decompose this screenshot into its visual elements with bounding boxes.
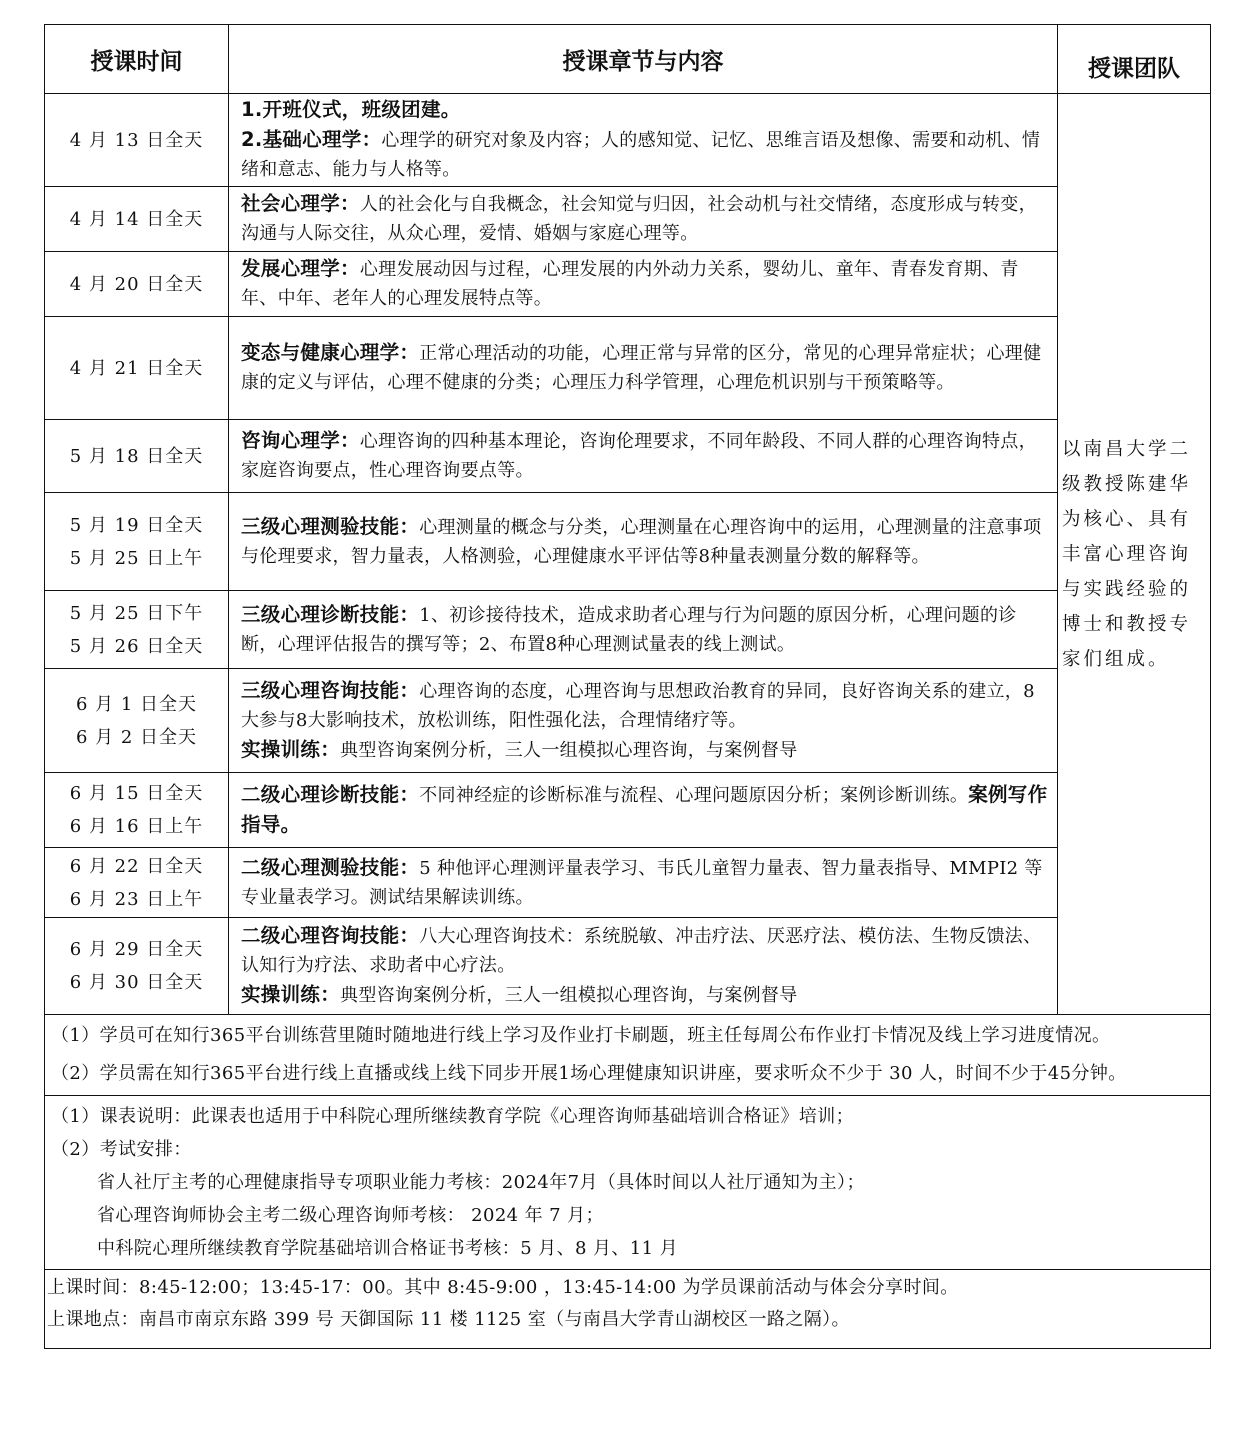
topic-title: 实操训练： xyxy=(241,737,341,761)
topic-description: 心理发展动因与过程，心理发展的内外动力关系，婴幼儿、童年、青春发育期、青年、中年、老年人的心理发展特点等。 xyxy=(241,259,1019,309)
topic-emphasis: 案例写作指导。 xyxy=(241,782,1048,836)
content-paragraph xyxy=(241,125,1053,184)
topic-description: 心理咨询的四种基本理论，咨询伦理要求，不同年龄段、不同人群的心理咨询特点，家庭咨询要点，性心理咨询要点等。 xyxy=(241,431,1037,481)
topic-title: 2.基础心理学： xyxy=(241,128,382,151)
session-content-cell xyxy=(229,420,1058,493)
note-line: （2）学员需在知行365平台进行线上直播或线上线下同步开展1场心理健康知识讲座，要求听众不少于 30 人，时间不少于45分钟。 xyxy=(51,1063,1127,1084)
header-content: 授课章节与内容 xyxy=(229,25,1058,94)
session-date: 6 月 1 日全天 xyxy=(75,693,198,715)
exam-line: 中科院心理所继续教育学院基础培训合格证书考核：5 月、8 月、11 月 xyxy=(97,1238,678,1259)
session-date: 5 月 19 日全天 xyxy=(69,514,204,536)
topic-description: 心理咨询的态度，心理咨询与思想政治教育的异同，良好咨询关系的建立，8大参与8大影响技术，放松训练，阳性强化法，合理情绪疗等。 xyxy=(241,680,1035,731)
topic-description: 1、初诊接待技术，造成求助者心理与行为问题的原因分析，心理问题的诊断，心理评估报告的撰写等；2、布置8种心理测试量表的线上测试。 xyxy=(241,604,1017,655)
notes-online xyxy=(45,1015,1211,1096)
schedule-row xyxy=(45,493,1211,591)
session-date: 5 月 25 日上午 xyxy=(69,547,204,569)
topic-title: 二级心理咨询技能： xyxy=(241,924,420,947)
session-content-cell xyxy=(229,918,1058,1015)
content-paragraph xyxy=(241,95,1053,125)
session-date: 4 月 20 日全天 xyxy=(69,273,204,295)
schedule-body xyxy=(45,94,1211,1015)
session-date-cell xyxy=(45,317,229,420)
session-date-cell xyxy=(45,94,229,187)
schedule-table xyxy=(44,24,1211,1349)
session-date-cell xyxy=(45,187,229,252)
content-paragraph xyxy=(241,254,1053,313)
topic-description: 正常心理活动的功能，心理正常与异常的区分，常见的心理异常症状；心理健康的定义与评估，心理不健康的分类；心理压力科学管理，心理危机识别与干预策略等。 xyxy=(241,343,1042,393)
topic-title: 社会心理学： xyxy=(241,192,360,215)
session-date-cell xyxy=(45,848,229,918)
session-date: 5 月 25 日下午 xyxy=(69,602,204,624)
exam-line: 省人社厅主考的心理健康指导专项职业能力考核：2024年7月（具体时间以人社厅通知为主）； xyxy=(97,1172,865,1193)
note-line: （1）课表说明：此课表也适用于中科院心理所继续教育学院《心理咨询师基础培训合格证》培训； xyxy=(51,1106,855,1127)
session-date-cell xyxy=(45,918,229,1015)
content-paragraph xyxy=(241,189,1053,248)
content-paragraph xyxy=(241,676,1053,735)
topic-title: 三级心理诊断技能： xyxy=(241,602,420,626)
topic-title: 发展心理学： xyxy=(241,257,360,280)
content-paragraph xyxy=(241,980,1053,1010)
class-info xyxy=(45,1270,1211,1349)
class-time: 上课时间：8:45-12:00；13:45-17：00。其中 8:45-9:00 ，13:45-14:00 为学员课前活动与体会分享时间。 xyxy=(47,1277,959,1298)
topic-title: 1.开班仪式，班级团建。 xyxy=(241,98,461,121)
topic-description: 八大心理咨询技术：系统脱敏、冲击疗法、厌恶疗法、模仿法、生物反馈法、认知行为疗法、求助者中心疗法。 xyxy=(241,926,1042,976)
session-date-cell xyxy=(45,669,229,773)
content-paragraph xyxy=(241,921,1053,980)
session-date: 4 月 13 日全天 xyxy=(69,129,204,151)
session-date: 6 月 22 日全天 xyxy=(69,855,204,877)
content-paragraph xyxy=(241,735,1053,765)
schedule-row xyxy=(45,420,1211,493)
topic-title: 实操训练： xyxy=(241,983,341,1006)
session-date: 6 月 23 日上午 xyxy=(69,888,204,910)
header-time: 授课时间 xyxy=(45,25,229,94)
session-content-cell xyxy=(229,94,1058,187)
session-date-cell xyxy=(45,420,229,493)
session-content-cell xyxy=(229,252,1058,317)
schedule-row xyxy=(45,918,1211,1015)
topic-description: 心理学的研究对象及内容；人的感知觉、记忆、思维言语及想像、需要和动机、情绪和意志、能力与人格等。 xyxy=(241,130,1041,180)
session-date: 4 月 21 日全天 xyxy=(69,357,204,379)
schedule-row xyxy=(45,252,1211,317)
topic-description: 心理测量的概念与分类，心理测量在心理咨询中的运用，心理测量的注意事项与伦理要求，智力量表，人格测验，心理健康水平评估等8种量表测量分数的解释等。 xyxy=(241,516,1042,567)
note-line: （2）考试安排： xyxy=(51,1139,192,1160)
topic-title: 咨询心理学： xyxy=(241,429,360,452)
header-row xyxy=(45,25,1211,94)
session-date-cell xyxy=(45,591,229,669)
topic-description: 典型咨询案例分析，三人一组模拟心理咨询，与案例督导 xyxy=(340,739,798,761)
content-paragraph xyxy=(241,338,1053,397)
session-date: 6 月 15 日全天 xyxy=(69,783,204,804)
topic-description: 不同神经症的诊断标准与流程、心理问题原因分析；案例诊断训练。 xyxy=(419,784,969,806)
teaching-team: 以南昌大学二级教授陈建华为核心、具有丰富心理咨询与实践经验的博士和教授专家们组成。 xyxy=(1058,94,1211,1015)
note-line: （1）学员可在知行365平台训练营里随时随地进行线上学习及作业打卡刷题，班主任每周公布作业打卡情况及线上学习进度情况。 xyxy=(51,1025,1111,1046)
session-date: 5 月 26 日全天 xyxy=(69,635,204,657)
session-content-cell xyxy=(229,848,1058,918)
session-content-cell xyxy=(229,591,1058,669)
session-date: 6 月 29 日全天 xyxy=(69,939,204,960)
topic-description: 5 种他评心理测评量表学习、韦氏儿童智力量表、智力量表指导、MMPI2 等专业量表学习。测试结果解读训练。 xyxy=(241,857,1043,908)
content-paragraph xyxy=(241,780,1053,840)
schedule-row xyxy=(45,187,1211,252)
topic-description: 人的社会化与自我概念，社会知觉与归因，社会动机与社交情绪，态度形成与转变，沟通与人际交往，从众心理，爱情、婚姻与家庭心理等。 xyxy=(241,194,1037,244)
schedule-row xyxy=(45,848,1211,918)
schedule-row xyxy=(45,591,1211,669)
session-date: 6 月 16 日上午 xyxy=(69,816,204,837)
schedule-row xyxy=(45,94,1211,187)
notes-row-1 xyxy=(45,1015,1211,1096)
session-content-cell xyxy=(229,773,1058,848)
session-content-cell xyxy=(229,317,1058,420)
session-content-cell xyxy=(229,669,1058,773)
notes-exams xyxy=(45,1096,1211,1270)
topic-title: 二级心理测验技能： xyxy=(241,855,420,879)
topic-title: 二级心理诊断技能： xyxy=(241,782,420,806)
exam-line: 省心理咨询师协会主考二级心理咨询师考核： 2024 年 7 月； xyxy=(97,1205,604,1226)
content-paragraph xyxy=(241,600,1053,659)
class-location: 上课地点：南昌市南京东路 399 号 天御国际 11 楼 1125 室（与南昌大学青山湖校区一路之隔）。 xyxy=(47,1309,850,1330)
content-paragraph xyxy=(241,426,1053,485)
topic-title: 变态与健康心理学： xyxy=(241,341,420,364)
session-date: 6 月 30 日全天 xyxy=(69,972,204,993)
session-content-cell xyxy=(229,493,1058,591)
footer-row xyxy=(45,1270,1211,1349)
session-date-cell xyxy=(45,773,229,848)
session-date: 5 月 18 日全天 xyxy=(69,445,204,467)
session-date-cell xyxy=(45,493,229,591)
header-team: 授课团队 xyxy=(1058,25,1211,94)
session-content-cell xyxy=(229,187,1058,252)
topic-title: 三级心理咨询技能： xyxy=(241,678,420,702)
schedule-row xyxy=(45,317,1211,420)
notes-row-2 xyxy=(45,1096,1211,1270)
session-date: 6 月 2 日全天 xyxy=(75,726,198,748)
session-date: 4 月 14 日全天 xyxy=(69,208,204,230)
session-date-cell xyxy=(45,252,229,317)
topic-title: 三级心理测验技能： xyxy=(241,514,420,538)
topic-description: 典型咨询案例分析，三人一组模拟心理咨询，与案例督导 xyxy=(340,985,798,1006)
schedule-row xyxy=(45,773,1211,848)
content-paragraph xyxy=(241,853,1053,912)
schedule-row xyxy=(45,669,1211,773)
schedule-document xyxy=(44,24,1210,1349)
content-paragraph xyxy=(241,512,1053,571)
